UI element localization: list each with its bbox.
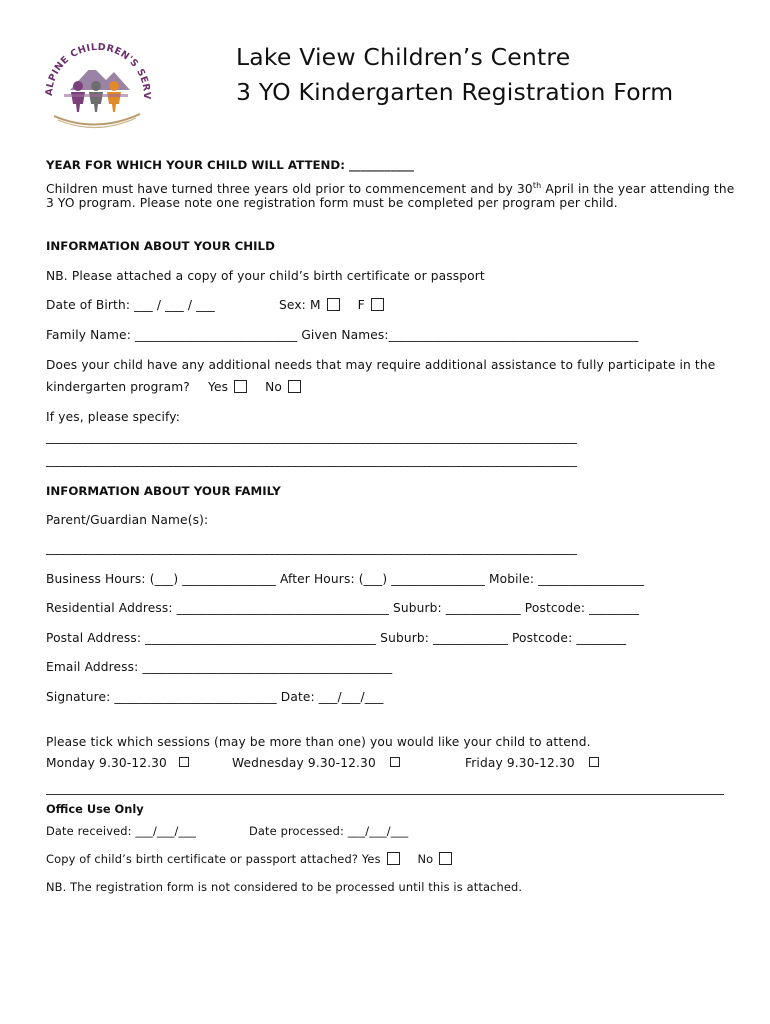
sessions-prompt: Please tick which sessions (may be more than one) you would like your child to attend. <box>46 735 591 749</box>
sex-row <box>279 298 384 312</box>
year-label: YEAR FOR WHICH YOUR CHILD WILL ATTEND: ___________ <box>46 158 414 172</box>
needs-no-label: No <box>265 380 282 394</box>
specify-label: If yes, please specify: <box>46 410 181 424</box>
children-holding-hands-logo-icon <box>40 38 152 134</box>
sex-m-checkbox[interactable] <box>327 298 340 311</box>
year-note-line1 <box>46 181 734 196</box>
signature-field[interactable]: Signature: __________________________ Date: ___/___/___ <box>46 690 384 704</box>
needs-question-line1: Does your child have any additional needs that may require additional assistance to fully participate in the <box>46 358 716 372</box>
session-friday-checkbox[interactable] <box>589 757 599 767</box>
sex-m-label: Sex: M <box>279 298 321 312</box>
needs-yes-label: Yes <box>207 380 229 394</box>
session-monday-label: Monday 9.30-12.30 <box>46 756 167 770</box>
session-friday <box>465 756 599 770</box>
specify-line-2[interactable]: ______________________________________________________________________________________________ <box>46 453 577 467</box>
parent-line[interactable]: ______________________________________________________________________________________________ <box>46 541 577 555</box>
child-heading: INFORMATION ABOUT YOUR CHILD <box>46 239 275 253</box>
copy-no-checkbox[interactable] <box>439 852 452 865</box>
copy-attached-label: Copy of child’s birth certificate or passport attached? Yes <box>46 852 381 866</box>
year-note-line2: 3 YO program. Please note one registration form must be completed per program per child. <box>46 196 618 210</box>
sex-f-checkbox[interactable] <box>371 298 384 311</box>
session-monday <box>46 756 189 770</box>
year-note-post: April in the year attending the <box>541 182 735 197</box>
session-wednesday-label: Wednesday 9.30-12.30 <box>232 756 376 770</box>
date-processed-field[interactable]: Date processed: ___/___/___ <box>249 824 409 838</box>
needs-yes-checkbox[interactable] <box>234 380 247 393</box>
family-heading: INFORMATION ABOUT YOUR FAMILY <box>46 484 281 498</box>
logo <box>40 38 152 134</box>
office-heading: Office Use Only <box>46 802 144 816</box>
hours-field[interactable]: Business Hours: (___) _______________ After Hours: (___) _______________ Mobile: _________________ <box>46 572 645 586</box>
needs-no-checkbox[interactable] <box>288 380 301 393</box>
centre-title: Lake View Children’s Centre <box>236 43 571 71</box>
sex-f-label: F <box>357 298 365 312</box>
date-received-field[interactable]: Date received: ___/___/___ <box>46 824 196 838</box>
copy-yes-checkbox[interactable] <box>387 852 400 865</box>
parent-label: Parent/Guardian Name(s): <box>46 513 209 527</box>
office-divider <box>46 794 724 795</box>
residential-address-field[interactable]: Residential Address: __________________________________ Suburb: ____________ Postcode: ________ <box>46 601 640 615</box>
email-field[interactable]: Email Address: ________________________________________ <box>46 660 393 674</box>
child-nb: NB. Please attached a copy of your child’s birth certificate or passport <box>46 269 485 283</box>
year-note-sup: th <box>532 181 542 190</box>
office-nb: NB. The registration form is not considered to be processed until this is attached. <box>46 880 523 894</box>
session-friday-label: Friday 9.30-12.30 <box>465 756 575 770</box>
copy-attached-row <box>46 852 452 866</box>
session-wednesday-checkbox[interactable] <box>390 757 400 767</box>
needs-question-text: kindergarten program? <box>46 380 190 394</box>
specify-line-1[interactable]: ______________________________________________________________________________________________ <box>46 430 577 444</box>
session-wednesday <box>232 756 400 770</box>
postal-address-field[interactable]: Postal Address: _____________________________________ Suburb: ____________ Postcode: ________ <box>46 631 627 645</box>
needs-question-line2 <box>46 380 301 394</box>
names-field[interactable]: Family Name: __________________________ Given Names:________________________________________ <box>46 328 639 342</box>
copy-no-label: No <box>417 852 434 866</box>
dob-field[interactable]: Date of Birth: ___ / ___ / ___ <box>46 298 215 312</box>
form-title: 3 YO Kindergarten Registration Form <box>236 78 674 106</box>
logo-arc-text: ALPINE CHILDREN'S SERV <box>43 41 152 100</box>
session-monday-checkbox[interactable] <box>179 757 189 767</box>
year-note-pre: Children must have turned three years old prior to commencement and by 30 <box>46 182 533 197</box>
